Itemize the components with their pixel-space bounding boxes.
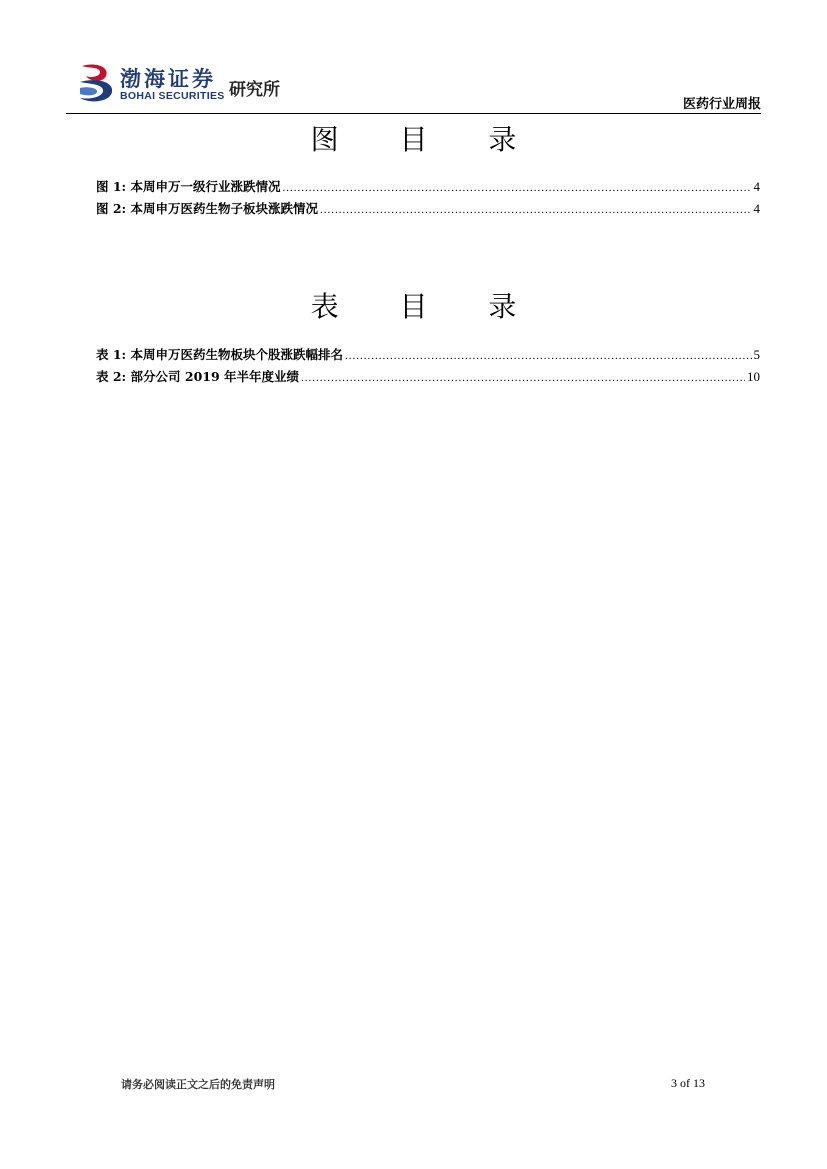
toc-entry[interactable] [96, 199, 760, 221]
toc-entry-page[interactable]: 10 [747, 369, 760, 384]
footer-disclaimer: 请务必阅读正文之后的免责声明 [121, 1078, 275, 1091]
bohai-securities-logo [76, 60, 316, 106]
toc-dot-leader [283, 182, 752, 194]
toc-entry[interactable] [96, 367, 760, 389]
toc-entry-page[interactable]: 4 [753, 201, 760, 216]
figure-toc-title: 图 目 录 [310, 123, 543, 156]
logo-department: 研究所 [229, 80, 280, 100]
toc-entry-label[interactable]: 图 2: 本周申万医药生物子板块涨跌情况 [96, 201, 319, 216]
toc-entry-label[interactable]: 表 2: 部分公司 2019 年半年度业绩 [96, 369, 300, 384]
logo-english-name: BOHAI SECURITIES [120, 90, 225, 102]
page-number: 3 of 13 [671, 1076, 705, 1090]
toc-entry-page[interactable]: 5 [753, 347, 760, 362]
toc-dot-leader [345, 350, 751, 362]
toc-dot-leader [320, 204, 751, 216]
header-divider [66, 113, 761, 114]
toc-entry-label[interactable]: 表 1: 本周申万医药生物板块个股涨跌幅排名 [96, 347, 344, 362]
logo-chinese-name: 渤海证券 [120, 67, 216, 91]
toc-entry[interactable] [96, 177, 760, 199]
report-type: 医药行业周报 [682, 97, 761, 112]
figure-toc-list [96, 177, 760, 221]
table-toc-title: 表 目 录 [310, 290, 543, 323]
toc-entry-label[interactable]: 图 1: 本周申万一级行业涨跌情况 [96, 179, 281, 194]
page-header [0, 0, 827, 116]
toc-entry-page[interactable]: 4 [753, 179, 760, 194]
bohai-logo-icon [76, 62, 116, 104]
toc-entry[interactable] [96, 345, 760, 367]
table-toc-list [96, 345, 760, 389]
toc-dot-leader [301, 372, 745, 384]
